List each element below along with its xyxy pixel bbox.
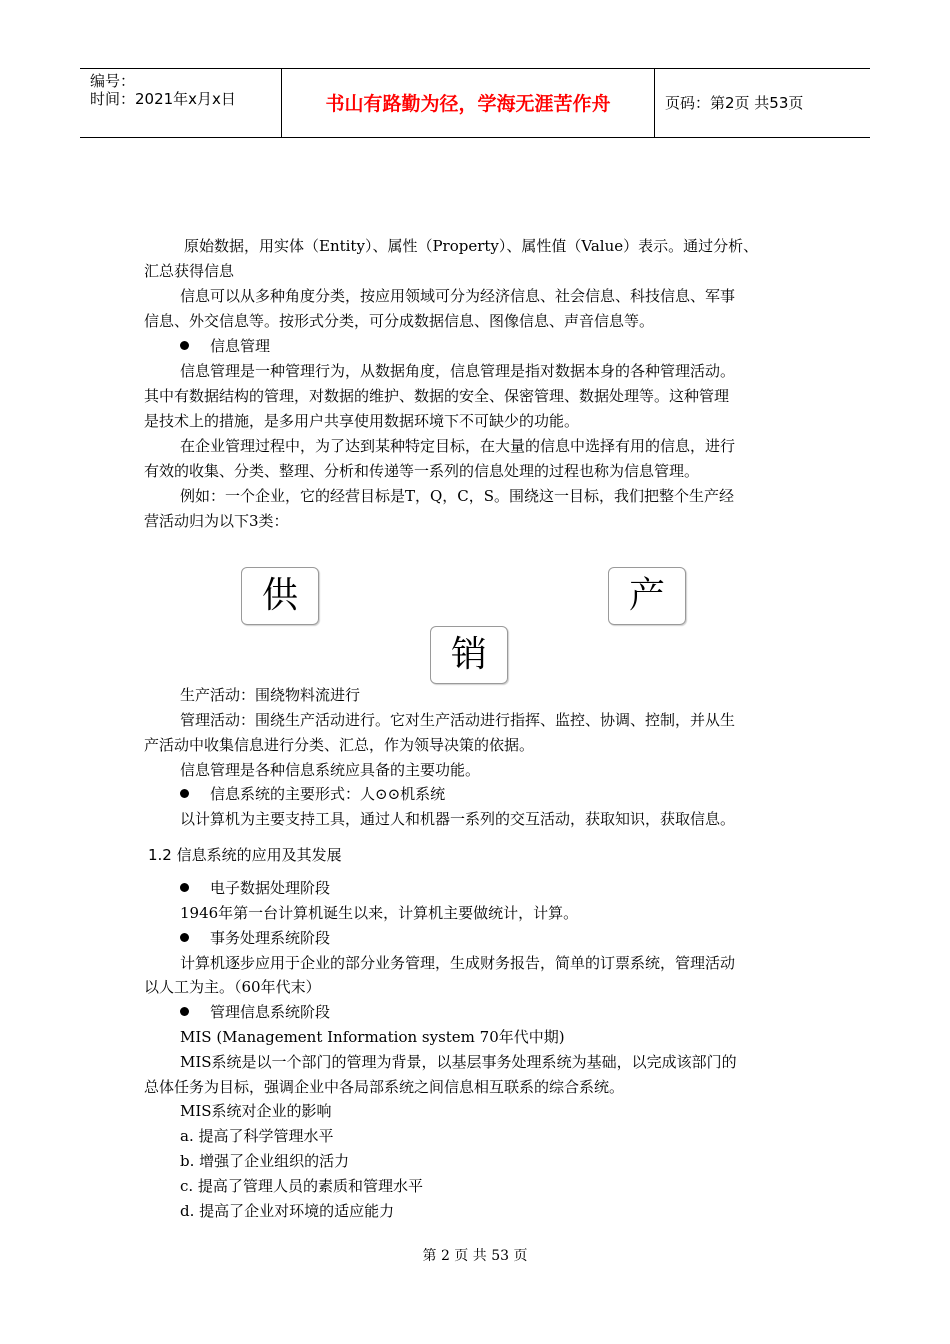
list-item: b. 增强了企业组织的活力 <box>180 1152 350 1170</box>
bullet-item: 信息管理 <box>180 336 850 356</box>
paragraph-line: 信息管理是各种信息系统应具备的主要功能。 <box>180 761 481 779</box>
header-page-cell <box>655 69 870 137</box>
paragraph-line: 产活动中收集信息进行分类、汇总，作为领导决策的依据。 <box>144 736 535 754</box>
paragraph-line: 原始数据，用实体（Entity）、属性（Property）、属性值（Value）表示。通过分析、 <box>184 237 759 255</box>
list-item: c. 提高了管理人员的素质和管理水平 <box>180 1177 423 1195</box>
paragraph-line: 总体任务为目标，强调企业中各局部系统之间信息相互联系的综合系统。 <box>144 1078 625 1096</box>
bullet-item: 电子数据处理阶段 <box>180 878 850 898</box>
document-header <box>80 68 870 138</box>
header-motto-cell <box>282 69 655 137</box>
paragraph-line: 例如：一个企业，它的经营目标是T，Q，C，S。围绕这一目标，我们把整个生产经 <box>180 487 735 505</box>
paragraph-line: 是技术上的措施，是多用户共享使用数据环境下不可缺少的功能。 <box>144 412 580 430</box>
paragraph-line: 汇总获得信息 <box>144 262 235 280</box>
paragraph-line: 以计算机为主要支持工具，通过人和机器一系列的交互活动，获取知识，获取信息。 <box>180 810 736 828</box>
diagram-box-supply: 供 <box>241 567 319 625</box>
diagram-box-production: 产 <box>608 567 686 625</box>
code-label: 编号： <box>90 72 136 90</box>
paragraph-line: 信息、外交信息等。按形式分类，可分成数据信息、图像信息、声音信息等。 <box>144 312 655 330</box>
paragraph-line: 计算机逐步应用于企业的部分业务管理，生成财务报告，简单的订票系统，管理活动 <box>180 954 736 972</box>
bullet-icon <box>180 1007 189 1016</box>
bullet-icon <box>180 883 189 892</box>
bullet-item: 信息系统的主要形式：人⊙⊙机系统 <box>180 784 850 804</box>
page-info: 页码：第2页 共53页 <box>665 94 804 112</box>
list-item: a. 提高了科学管理水平 <box>180 1127 334 1145</box>
section-title: 1.2 信息系统的应用及其发展 <box>148 846 342 864</box>
list-item: d. 提高了企业对环境的适应能力 <box>180 1202 395 1220</box>
bullet-icon <box>180 341 189 350</box>
paragraph-line: 信息可以从多种角度分类，按应用领域可分为经济信息、社会信息、科技信息、军事 <box>180 287 736 305</box>
paragraph-line: 有效的收集、分类、整理、分析和传递等一系列的信息处理的过程也称为信息管理。 <box>144 462 700 480</box>
bullet-icon <box>180 789 189 798</box>
motto: 书山有路勤为径，学海无涯苦作舟 <box>325 93 611 115</box>
paragraph-line: 信息管理是一种管理行为，从数据角度，信息管理是指对数据本身的各种管理活动。 <box>180 362 736 380</box>
paragraph-line: 1946年第一台计算机诞生以来，计算机主要做统计，计算。 <box>180 904 579 922</box>
paragraph-line: 以人工为主。（60年代末） <box>144 978 321 996</box>
header-meta-cell <box>80 69 282 137</box>
paragraph-line: 生产活动：围绕物料流进行 <box>180 686 361 704</box>
bullet-icon <box>180 933 189 942</box>
paragraph-line: 其中有数据结构的管理，对数据的维护、数据的安全、保密管理、数据处理等。这种管理 <box>144 387 730 405</box>
paragraph-line: MIS (Management Information system 70年代中期) <box>180 1028 565 1046</box>
paragraph-line: 营活动归为以下3类： <box>144 512 289 530</box>
paragraph-line: MIS系统是以一个部门的管理为背景，以基层事务处理系统为基础，以完成该部门的 <box>180 1053 737 1071</box>
bullet-item: 管理信息系统阶段 <box>180 1002 850 1022</box>
page-footer: 第 2 页 共 53 页 <box>422 1248 528 1264</box>
time-label: 时间：2021年x月x日 <box>90 90 236 108</box>
paragraph-line: 管理活动：围绕生产活动进行。它对生产活动进行指挥、监控、协调、控制，并从生 <box>180 711 736 729</box>
paragraph-line: MIS系统对企业的影响 <box>180 1102 332 1120</box>
bullet-item: 事务处理系统阶段 <box>180 928 850 948</box>
paragraph-line: 在企业管理过程中，为了达到某种特定目标，在大量的信息中选择有用的信息，进行 <box>180 437 736 455</box>
diagram-box-sales: 销 <box>430 626 508 684</box>
